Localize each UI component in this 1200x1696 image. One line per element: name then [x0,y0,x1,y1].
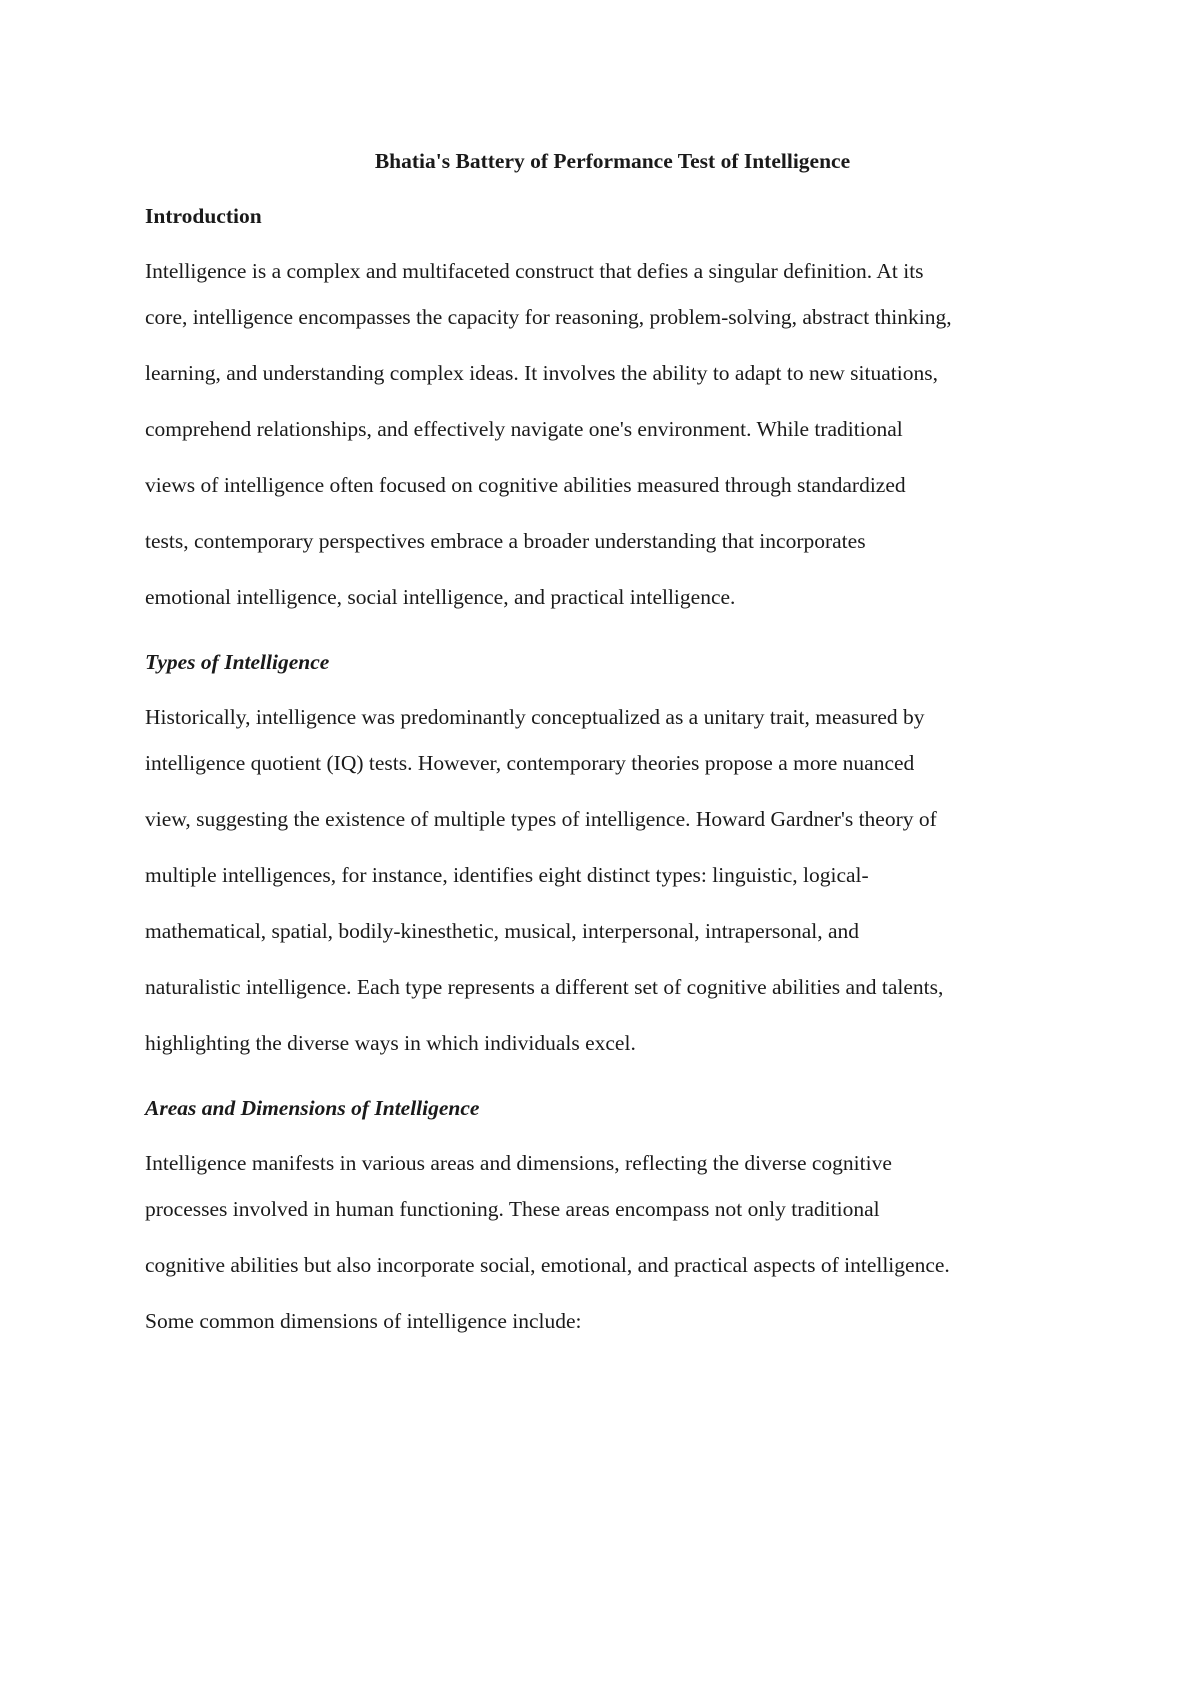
paragraph-line: naturalistic intelligence. Each type represents a different set of cognitive abilities and talents, [145,975,944,999]
paragraph-line: comprehend relationships, and effectively navigate one's environment. While traditional [145,417,903,441]
paragraph-line: tests, contemporary perspectives embrace a broader understanding that incorporates [145,529,866,553]
paragraph-line: Intelligence is a complex and multifaceted construct that defies a singular definition. At its [145,259,924,283]
paragraph-line: Historically, intelligence was predominantly conceptualized as a unitary trait, measured by [145,705,925,729]
paragraph-line: views of intelligence often focused on cognitive abilities measured through standardized [145,473,906,497]
paragraph-line: Some common dimensions of intelligence include: [145,1309,582,1333]
paragraph-line: view, suggesting the existence of multiple types of intelligence. Howard Gardner's theory of [145,807,937,831]
paragraph-line: Intelligence manifests in various areas and dimensions, reflecting the diverse cognitive [145,1151,892,1175]
subsection-heading-areas: Areas and Dimensions of Intelligence [145,1096,480,1120]
paragraph-line: multiple intelligences, for instance, identifies eight distinct types: linguistic, logical- [145,863,869,887]
introduction-paragraph [145,253,1060,625]
types-paragraph [145,699,1060,1071]
paragraph-line: processes involved in human functioning. These areas encompass not only traditional [145,1197,880,1221]
subsection-heading-types: Types of Intelligence [145,650,330,674]
paragraph-line: learning, and understanding complex ideas. It involves the ability to adapt to new situations, [145,361,938,385]
paragraph-line: emotional intelligence, social intelligence, and practical intelligence. [145,585,736,609]
areas-paragraph [145,1145,1060,1349]
section-heading-introduction: Introduction [145,204,262,228]
paragraph-line: highlighting the diverse ways in which individuals excel. [145,1031,636,1055]
paragraph-line: cognitive abilities but also incorporate social, emotional, and practical aspects of intelligence. [145,1253,950,1277]
paragraph-line: mathematical, spatial, bodily-kinesthetic, musical, interpersonal, intrapersonal, and [145,919,860,943]
paragraph-line: core, intelligence encompasses the capacity for reasoning, problem-solving, abstract thinking, [145,305,952,329]
document-title: Bhatia's Battery of Performance Test of Intelligence [374,149,851,173]
paragraph-line: intelligence quotient (IQ) tests. However, contemporary theories propose a more nuanced [145,751,915,775]
